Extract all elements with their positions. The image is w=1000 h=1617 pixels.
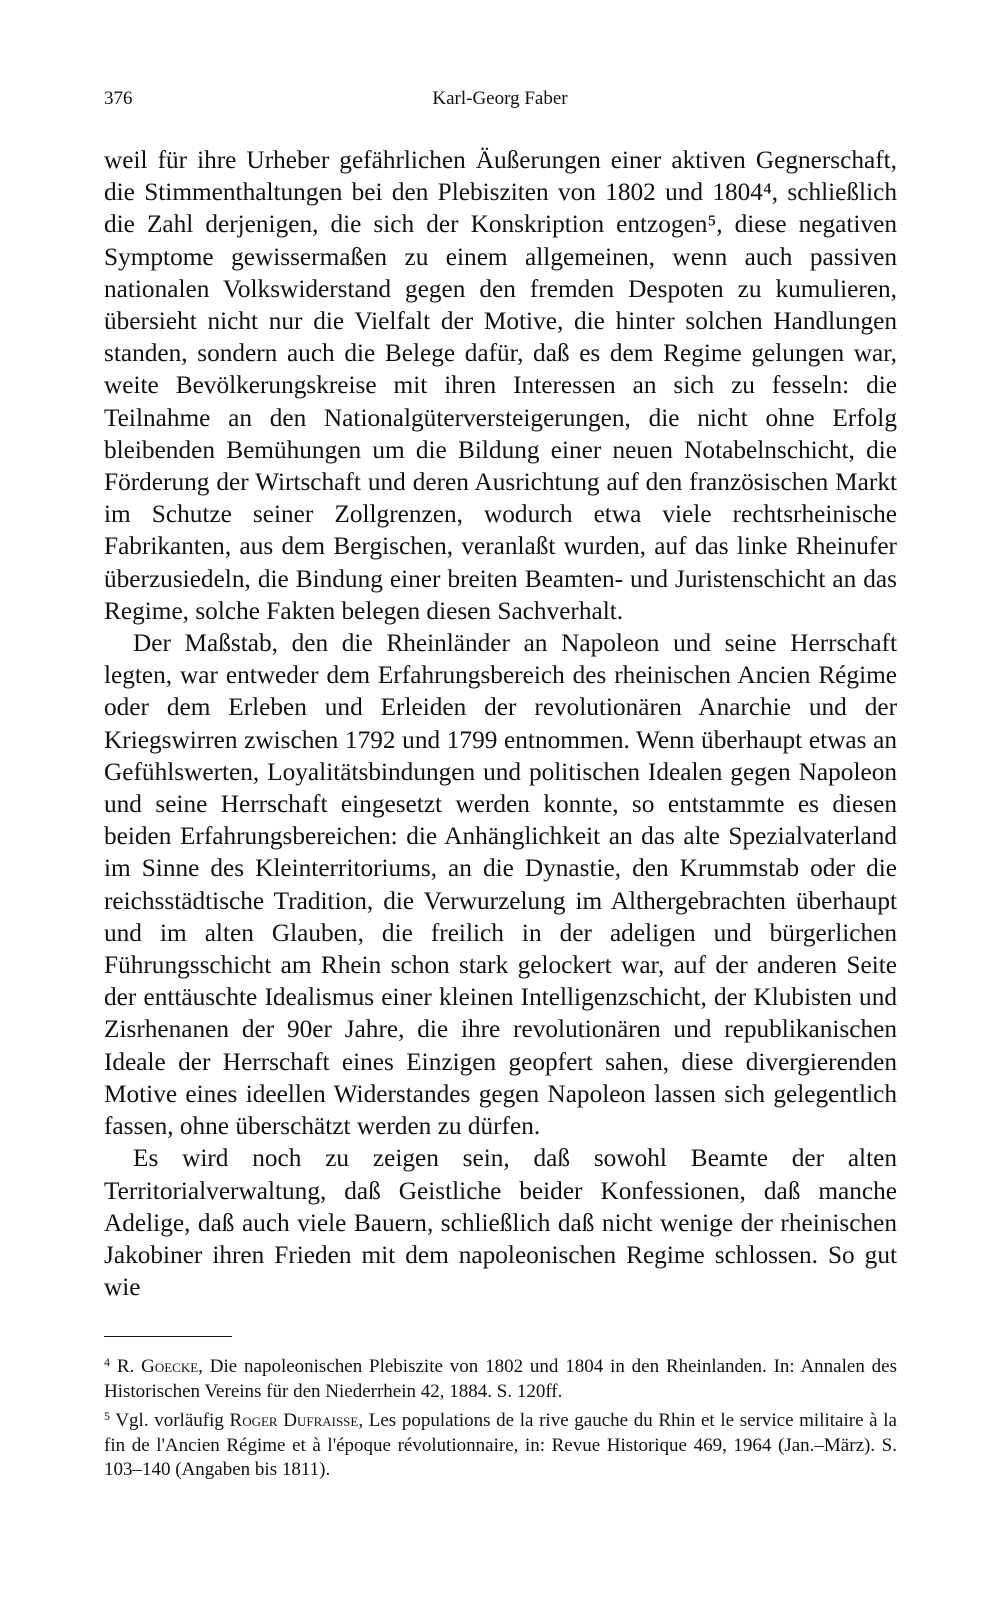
footnotes [104,1350,897,1483]
paragraph: Der Maßstab, den die Rheinländer an Napoleon und seine Herrschaft legten, war entweder dem Erfahrungsbereich des rheinischen Ancien Régime oder dem Erleben und Erleiden der revolutionären Anarchie und der Kriegswirren zwischen 1792 und 1799 entnommen. Wenn überhaupt etwas an Gefühlswerten, Loyalitätsbindungen und politischen Idealen gegen Napoleon und seine Herrschaft eingesetzt werden konnte, so entstammte es diesen beiden Erfahrungsbereichen: die Anhänglichkeit an das alte Spezialvaterland im Sinne des Kleinterritoriums, an die Dynastie, den Krummstab oder die reichsstädtische Tradition, die Verwurzelung im Althergebrachten überhaupt und im alten Glauben, die freilich in der adeligen und bürgerlichen Führungsschicht am Rhein schon stark gelockert war, auf der anderen Seite der enttäuschte Idealismus einer kleinen Intelligenzschicht, der Klubisten und Zisrhenanen der 90er Jahre, die ihre revolutionären und republikanischen Ideale der Herrschaft eines Einzigen geopfert sahen, diese divergierenden Motive eines ideellen Widerstandes gegen Napoleon lassen sich gelegentlich fassen, ohne überschätzt werden zu dürfen. [104,629,897,1141]
footnote [104,1350,897,1404]
running-head: Karl-Georg Faber [432,88,568,109]
footnote-author: R. Goecke [116,1356,199,1377]
footnote [104,1404,897,1483]
footnote-marker: 4 [104,1355,110,1369]
paragraph-continued: weil für ihre Urheber gefährlichen Äußerungen einer aktiven Gegnerschaft, die Stimmenthaltungen bei den Plebisziten von 1802 und 1804⁴, schließlich die Zahl derjenigen, die sich der Konskription entzogen⁵, diese negativen Symptome gewissermaßen zu einem allgemeinen, wenn auch passiven nationalen Volkswiderstand gegen den fremden Despoten zu kumulieren, übersieht nicht nur die Vielfalt der Motive, die hinter solchen Handlungen standen, sondern auch die Belege dafür, daß es dem Regime gelungen war, weite Bevölkerungskreise mit ihren Interessen an sich zu fesseln: die Teilnahme an den Nationalgüterversteigerungen, die nicht ohne Erfolg bleibenden Bemühungen um die Bildung einer neuen Notabelnschicht, die Förderung der Wirtschaft und deren Ausrichtung auf den französischen Markt im Schutze seiner Zollgrenzen, wodurch etwa viele rechtsrheinische Fabrikanten, aus dem Bergischen, veranlaßt wurden, auf das linke Rheinufer überzusiedeln, die Bindung einer breiten Beamten- und Juristenschicht an das Regime, solche Fakten belegen diesen Sachverhalt. [104,146,897,625]
footnote-separator [104,1336,232,1337]
page-number: 376 [104,88,133,109]
body-text [104,144,897,1303]
paragraph: Es wird noch zu zeigen sein, daß sowohl Beamte der alten Territorialverwaltung, daß Geistliche beider Konfessionen, daß manche Adelige, daß auch viele Bauern, schließlich daß nicht wenige der rheinischen Jakobiner ihren Frieden mit dem napoleonischen Regime schlossen. So gut wie [104,1144,897,1302]
footnote-text: , Les populations de la rive gauche du Rhin et le service militaire à la fin de l'Ancien Régime et à l'époque révolutionnaire, in: Revue Historique 469, 1964 (Jan.–März). S. 103–140 (Angaben bis 1811). [104,1410,897,1480]
footnote-prefix: Vgl. vorläufig [115,1410,230,1431]
footnote-marker: 5 [104,1409,110,1423]
footnote-author: Roger Dufraisse [229,1410,359,1431]
page-header [104,88,896,124]
footnote-text: , Die napoleonischen Plebiszite von 1802 und 1804 in den Rheinlanden. In: Annalen des Historischen Vereins für den Niederrhein 42, 1884. S. 120ff. [104,1356,897,1402]
